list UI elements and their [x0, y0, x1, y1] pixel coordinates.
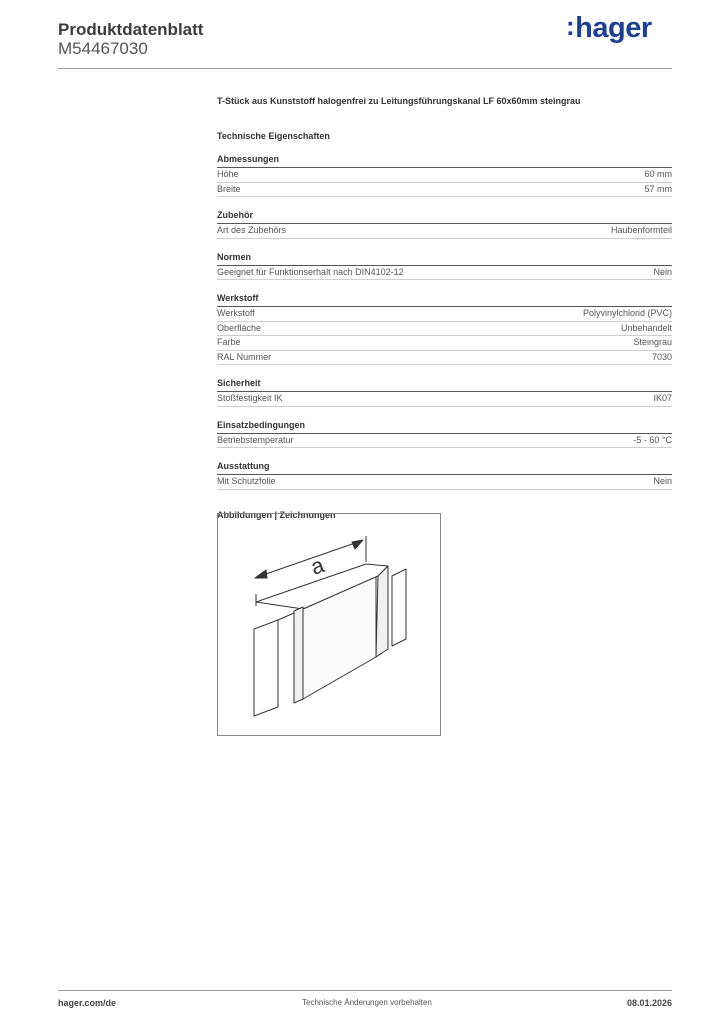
content-area: [217, 94, 672, 522]
property-label: Oberfläche: [217, 322, 262, 333]
logo-colon: :: [566, 11, 575, 41]
property-row: [217, 392, 672, 407]
property-row: [217, 322, 672, 337]
property-label: Stoßfestigkeit IK: [217, 393, 283, 403]
property-row: [217, 183, 672, 198]
property-section: [217, 460, 672, 490]
property-row: [217, 307, 672, 322]
product-description: T-Stück aus Kunststoff halogenfrei zu Leitungsführungskanal LF 60x60mm steingrau: [217, 96, 581, 106]
properties-list: [217, 153, 672, 490]
property-row: [217, 351, 672, 366]
dimension-label-a: a: [307, 552, 328, 580]
section-title: Ausstattung: [217, 460, 672, 475]
property-section: [217, 209, 672, 239]
property-label: Höhe: [217, 169, 239, 179]
property-section: [217, 251, 672, 281]
property-value: -5 - 60 °C: [633, 434, 672, 445]
product-drawing: [217, 513, 441, 736]
product-number: M54467030: [58, 39, 148, 58]
property-section: [217, 153, 672, 197]
property-row: [217, 168, 672, 183]
figures-heading: Abbildungen | Zeichnungen: [217, 509, 336, 520]
property-label: Farbe: [217, 337, 241, 347]
footer-notice: Technische Änderungen vorbehalten: [302, 998, 432, 1007]
property-label: RAL Nummer: [217, 351, 272, 362]
section-title: Werkstoff: [217, 292, 672, 307]
property-value: Nein: [653, 266, 672, 277]
property-value: 57 mm: [644, 183, 672, 194]
property-value: Polyvinylchlorid (PVC): [582, 308, 672, 318]
property-value: Haubenformteil: [610, 225, 672, 235]
page-title: Produktdatenblatt: [58, 20, 204, 39]
property-value: Steingrau: [633, 337, 672, 347]
hager-logo: [566, 12, 652, 45]
logo-text: hager: [575, 12, 652, 44]
property-value: IK07: [653, 393, 672, 403]
header-divider: [58, 68, 672, 69]
property-section: [217, 292, 672, 365]
property-value: 7030: [651, 351, 672, 362]
property-row: [217, 224, 672, 239]
property-row: [217, 266, 672, 281]
property-value: 60 mm: [644, 169, 672, 179]
footer-divider: [58, 990, 672, 991]
property-row: [217, 434, 672, 449]
property-section: [217, 419, 672, 449]
section-title: Einsatzbedingungen: [217, 419, 672, 434]
section-title: Sicherheit: [217, 377, 672, 392]
property-label: Art des Zubehörs: [217, 225, 287, 235]
property-section: [217, 377, 672, 407]
property-label: Werkstoff: [217, 308, 255, 318]
section-title: Zubehör: [217, 209, 672, 224]
tech-properties-heading: Technische Eigenschaften: [217, 131, 330, 141]
property-value: Unbehandelt: [620, 322, 672, 333]
property-label: Geeignet für Funktionserhalt nach DIN4102-12: [217, 266, 404, 277]
property-row: [217, 336, 672, 351]
property-row: [217, 475, 672, 490]
property-label: Betriebstemperatur: [217, 434, 294, 445]
t-piece-drawing: [218, 514, 440, 735]
property-label: Mit Schutzfolie: [217, 476, 276, 486]
section-title: Normen: [217, 251, 672, 266]
footer-website[interactable]: hager.com/de: [58, 998, 117, 1008]
footer-date: 08.01.2026: [626, 998, 672, 1008]
property-value: Nein: [653, 476, 672, 486]
property-label: Breite: [217, 183, 241, 194]
section-title: Abmessungen: [217, 153, 672, 168]
